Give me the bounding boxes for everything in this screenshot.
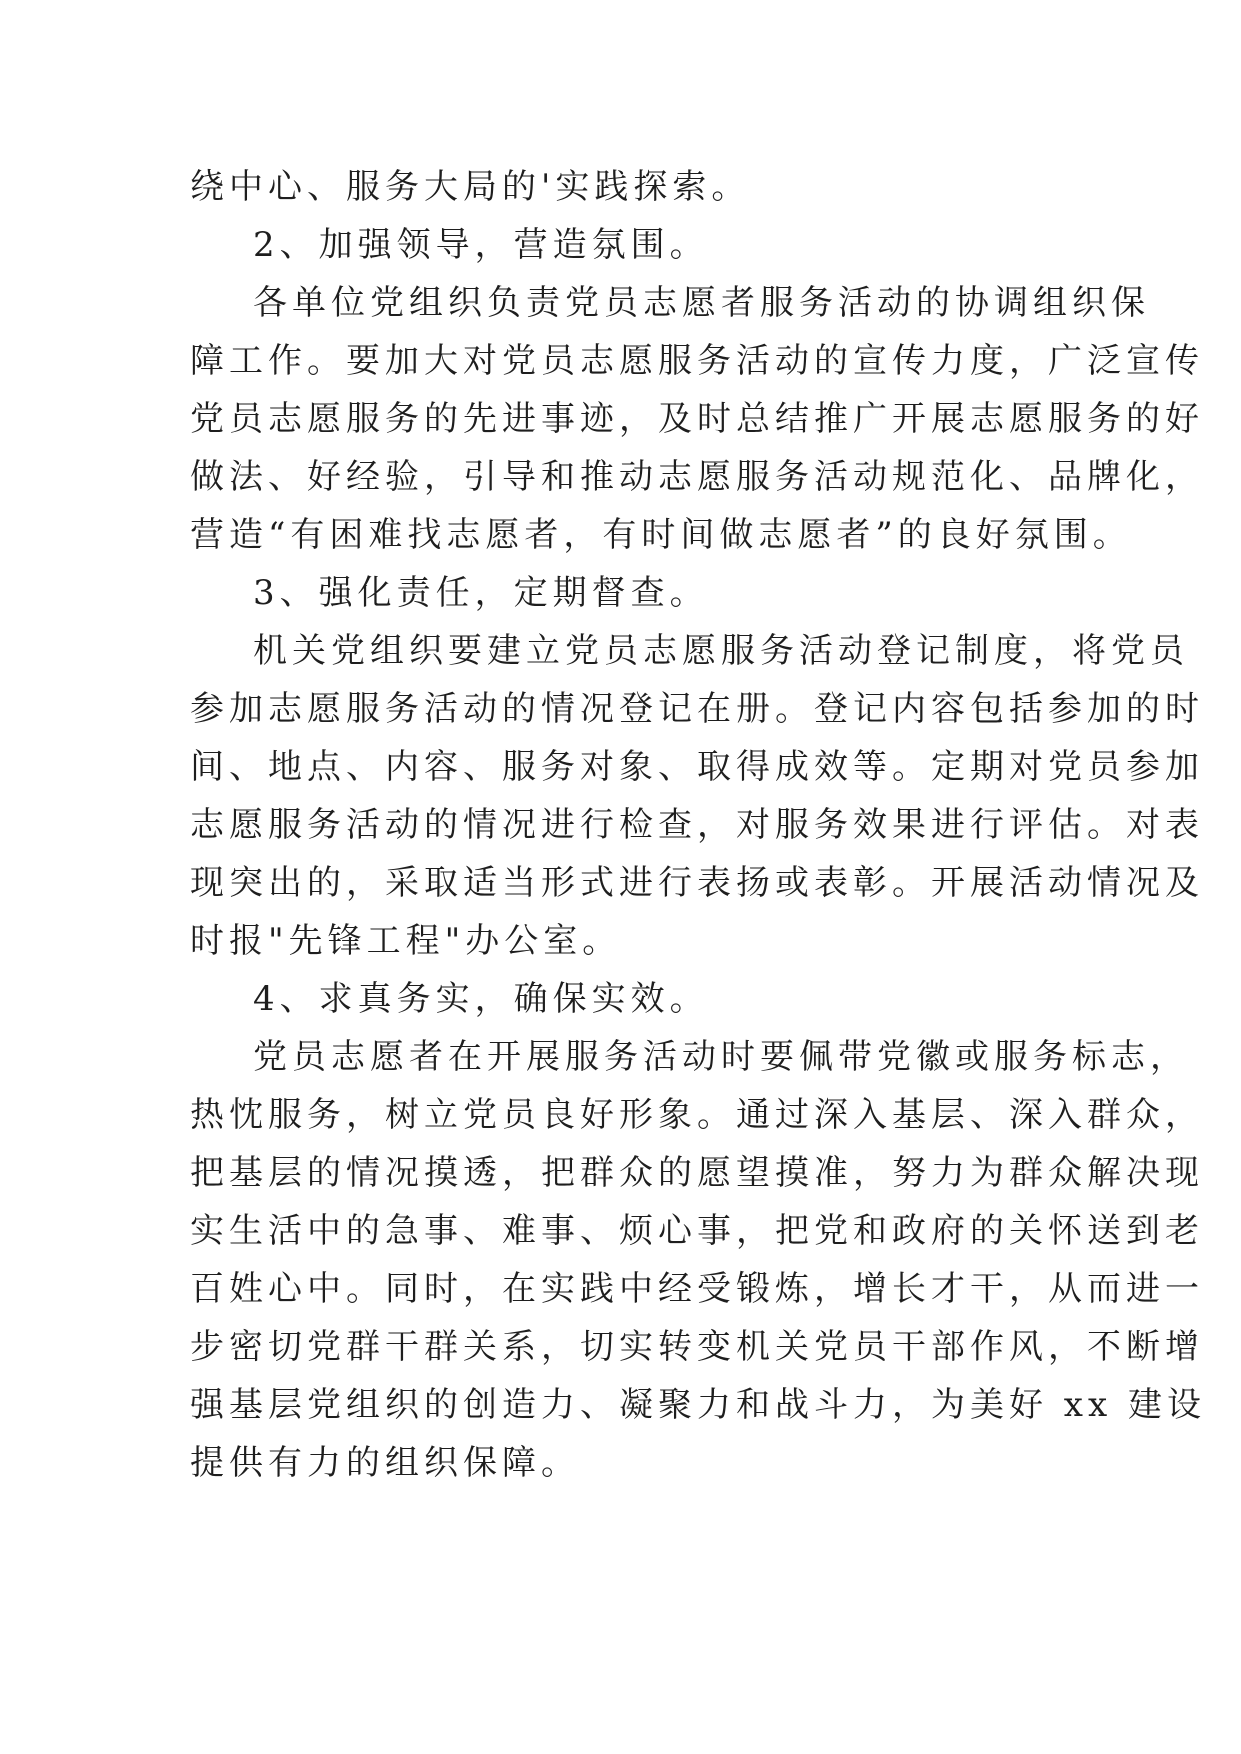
text-line: 提供有力的组织保障。 <box>190 1443 580 1483</box>
section-heading: 3、强化责任，定期督查。 <box>253 573 709 613</box>
text-line: 间、地点、内容、服务对象、取得成效等。定期对党员参加 <box>190 747 1204 787</box>
paragraph-first-line: 党员志愿者在开展服务活动时要佩带党徽或服务标志， <box>253 1037 1189 1077</box>
text-line: 百姓心中。同时，在实践中经受锻炼，增长才干，从而进一 <box>190 1269 1204 1309</box>
text-line: 步密切党群干群关系，切实转变机关党员干部作风，不断增 <box>190 1327 1204 1367</box>
text-line: 参加志愿服务活动的情况登记在册。登记内容包括参加的时 <box>190 689 1204 729</box>
text-line: 绕中心、服务大局的'实践探索。 <box>190 167 751 207</box>
paragraph-first-line: 各单位党组织负责党员志愿者服务活动的协调组织保 <box>253 283 1150 323</box>
section-heading: 4、求真务实，确保实效。 <box>253 979 709 1019</box>
text-line: 党员志愿服务的先进事迹，及时总结推广开展志愿服务的好 <box>190 399 1204 439</box>
text-line: 强基层党组织的创造力、凝聚力和战斗力，为美好 xx 建设 <box>190 1385 1206 1425</box>
text-line: 现突出的，采取适当形式进行表扬或表彰。开展活动情况及 <box>190 863 1204 903</box>
text-line: 障工作。要加大对党员志愿服务活动的宣传力度，广泛宣传 <box>190 341 1204 381</box>
text-line: 热忱服务，树立党员良好形象。通过深入基层、深入群众， <box>190 1095 1204 1135</box>
text-line: 实生活中的急事、难事、烦心事，把党和政府的关怀送到老 <box>190 1211 1204 1251</box>
text-line: 时报"先锋工程"办公室。 <box>190 921 622 961</box>
text-line: 把基层的情况摸透，把群众的愿望摸准，努力为群众解决现 <box>190 1153 1204 1193</box>
text-line: 志愿服务活动的情况进行检查，对服务效果进行评估。对表 <box>190 805 1204 845</box>
document-body <box>190 158 1206 1492</box>
text-line: 营造“有困难找志愿者，有时间做志愿者”的良好氛围。 <box>190 515 1132 555</box>
paragraph-first-line: 机关党组织要建立党员志愿服务活动登记制度，将党员 <box>253 631 1189 671</box>
text-line: 做法、好经验，引导和推动志愿服务活动规范化、品牌化， <box>190 457 1204 497</box>
section-heading: 2、加强领导，营造氛围。 <box>253 225 709 265</box>
